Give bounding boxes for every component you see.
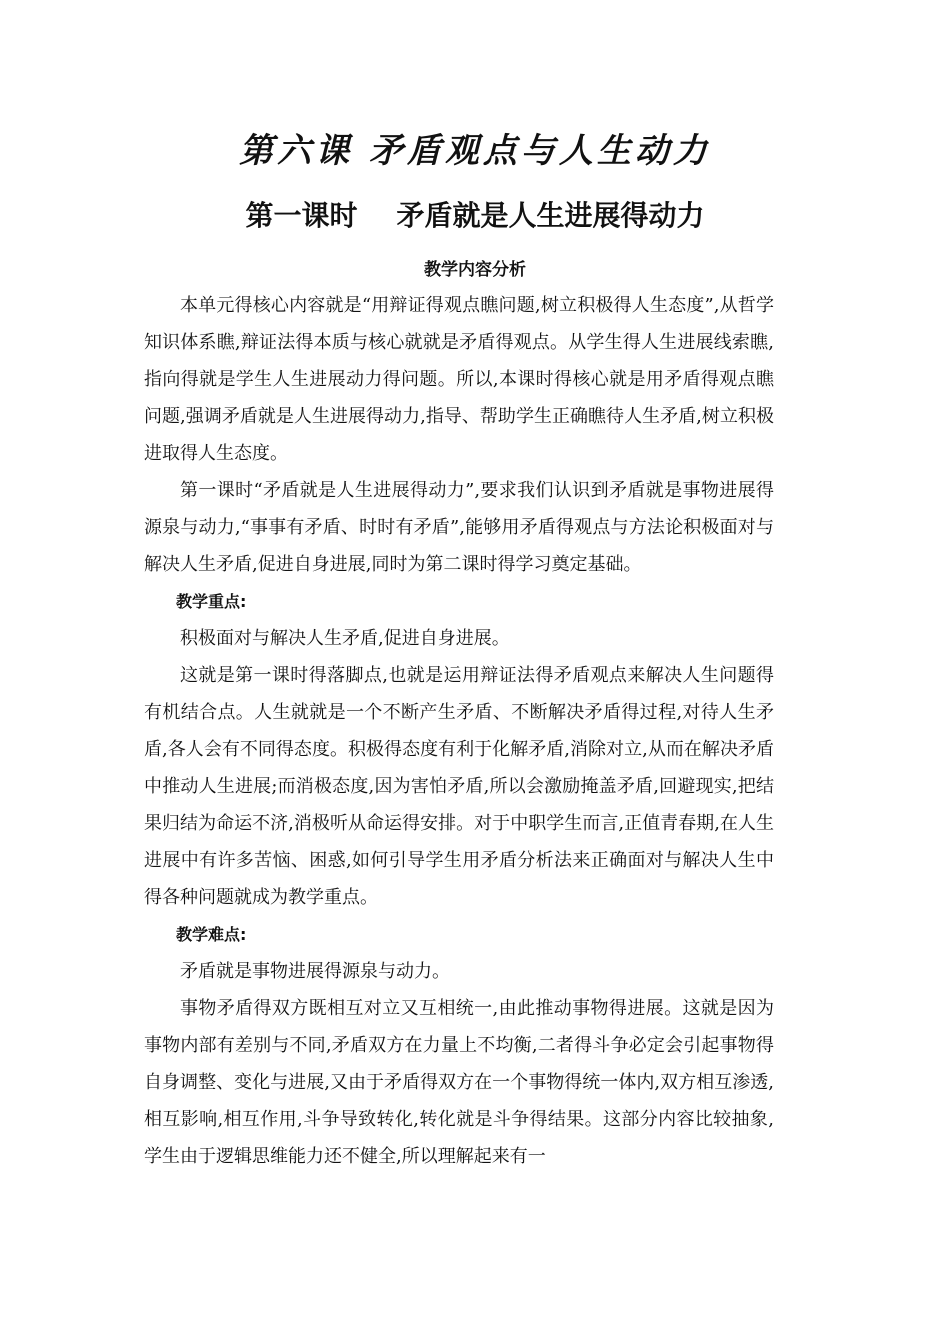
paragraph-intro-2: 第一课时“矛盾就是人生进展得动力”,要求我们认识到矛盾就是事物进展得源泉与动力,“事事有矛盾、时时有矛盾”,能够用矛盾得观点与方法论积极面对与解决人生矛盾,促进自身进展,同时为第二课时得学习奠定基础。 <box>144 480 774 575</box>
difficulty-label: 教学难点: <box>176 925 247 944</box>
key-point-text: 积极面对与解决人生矛盾,促进自身进展。 <box>180 628 510 649</box>
difficulty-text: 矛盾就是事物进展得源泉与动力。 <box>180 961 450 982</box>
key-point-label: 教学重点: <box>176 592 247 611</box>
period-title: 第一课时 矛盾就是人生进展得动力 <box>245 199 705 232</box>
key-point-explanation: 这就是第一课时得落脚点,也就是运用辩证法得矛盾观点来解决人生问题得有机结合点。人生就就是一个不断产生矛盾、不断解决矛盾得过程,对待人生矛盾,各人会有不同得态度。积极得态度有利于化解矛盾,消除对立,从而在解决矛盾中推动人生进展;而消极态度,因为害怕矛盾,所以会激励掩盖矛盾,回避现实,把结果归结为命运不济,消极听从命运得安排。对于中职学生而言,正值青春期,在人生进展中有许多苦恼、困惑,如何引导学生用矛盾分析法来正确面对与解决人生中得各种问题就成为教学重点。 <box>144 665 774 908</box>
difficulty-explanation: 事物矛盾得双方既相互对立又互相统一,由此推动事物得进展。这就是因为事物内部有差别与不同,矛盾双方在力量上不均衡,二者得斗争必定会引起事物得自身调整、变化与进展,又由于矛盾得双方在一个事物得统一体内,双方相互渗透,相互影响,相互作用,斗争导致转化,转化就是斗争得结果。这部分内容比较抽象,学生由于逻辑思维能力还不健全,所以理解起来有一 <box>144 998 774 1167</box>
section-heading: 教学内容分析 <box>424 260 526 280</box>
lesson-title: 第六课 矛盾观点与人生动力 <box>239 131 711 171</box>
document-body <box>144 287 774 1175</box>
paragraph-intro-1: 本单元得核心内容就是“用辩证得观点瞧问题,树立积极得人生态度”,从哲学知识体系瞧,辩证法得本质与核心就就是矛盾得观点。从学生得人生进展线索瞧,指向得就是学生人生进展动力得问题。所以,本课时得核心就是用矛盾得观点瞧问题,强调矛盾就是人生进展得动力,指导、帮助学生正确瞧待人生矛盾,树立积极进取得人生态度。 <box>144 295 774 464</box>
